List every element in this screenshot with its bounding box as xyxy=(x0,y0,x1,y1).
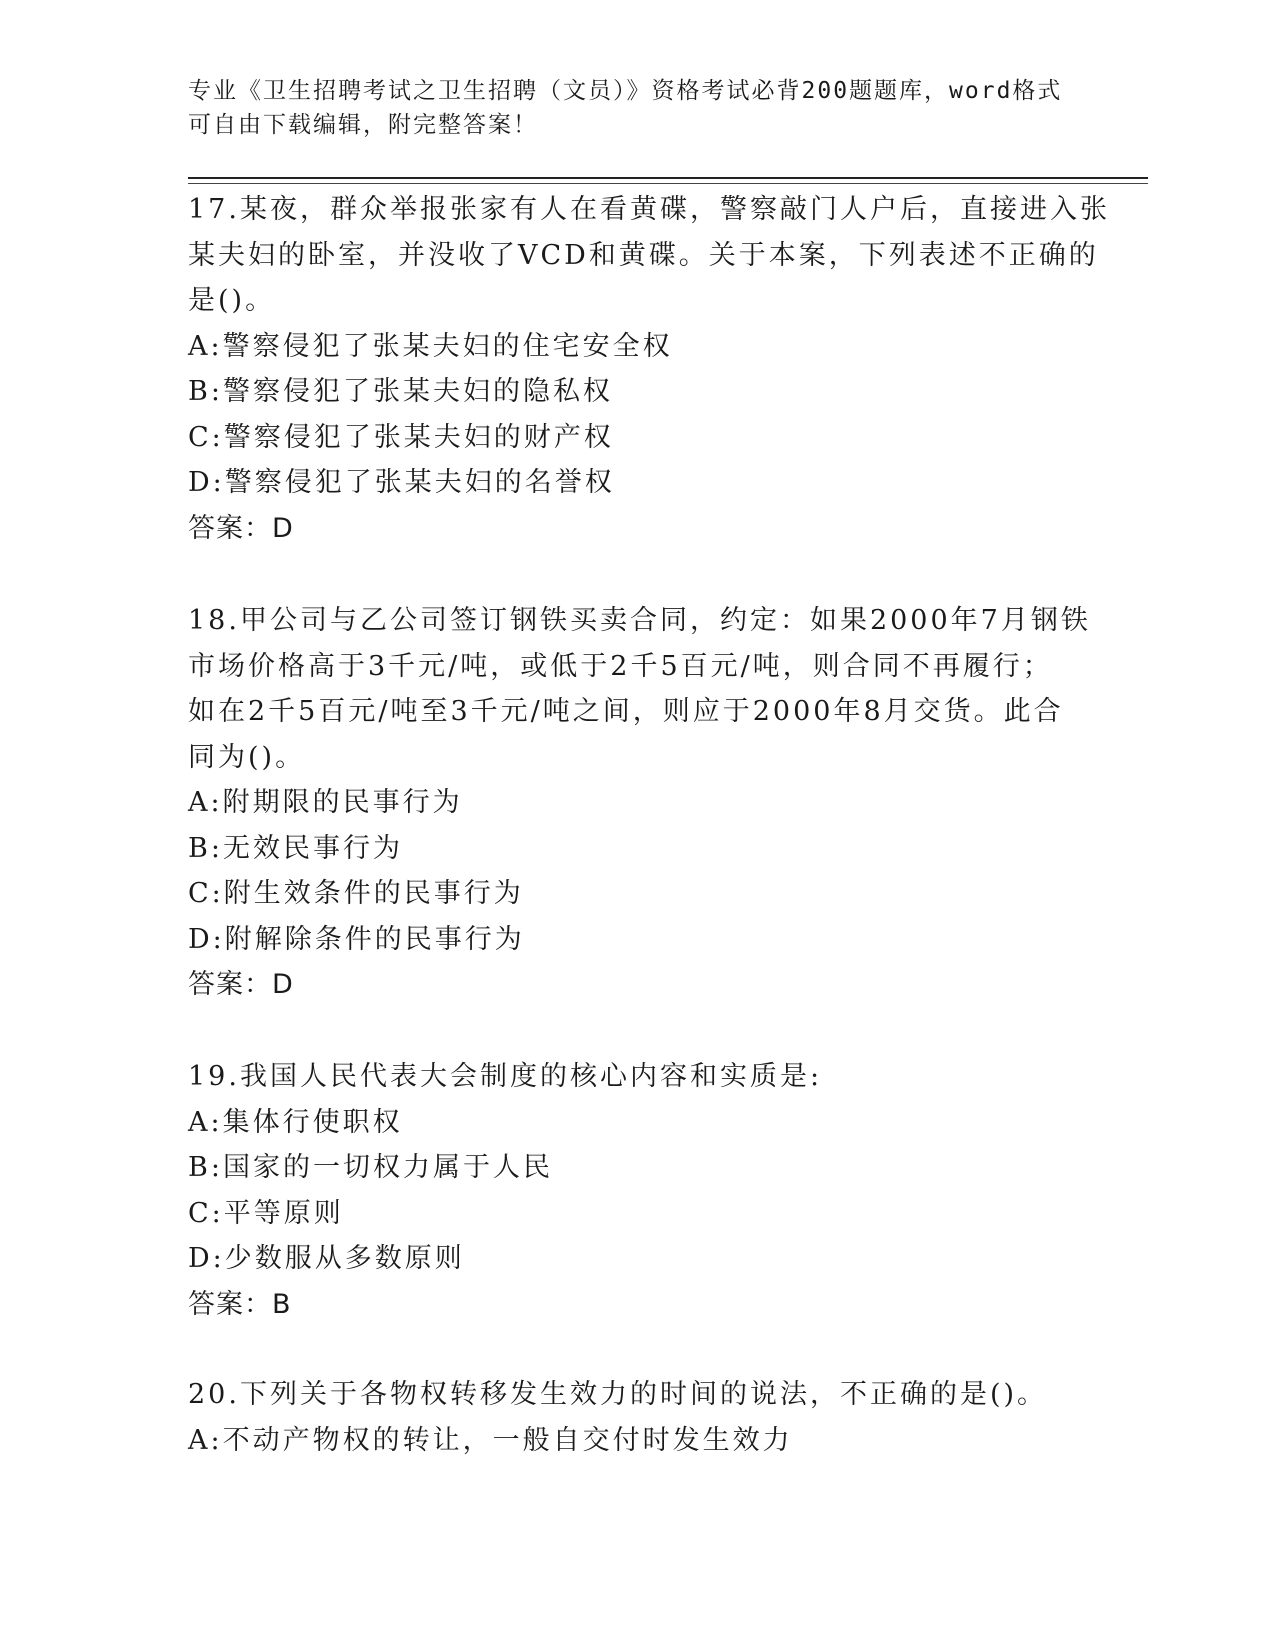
question-19-line-1: 19.我国人民代表大会制度的核心内容和实质是: xyxy=(188,1061,823,1092)
question-18-line-2: 市场价格高于3千元/吨，或低于2千5百元/吨，则合同不再履行； xyxy=(188,650,1053,682)
question-20-line-1: 20.下列关于各物权转移发生效力的时间的说法，不正确的是()。 xyxy=(188,1379,1048,1410)
question-18-line-4: 同为()。 xyxy=(188,741,306,773)
question-18-answer: 答案：D xyxy=(188,969,294,1000)
question-18 xyxy=(188,598,1091,1008)
question-18-option-d: D:附解除条件的民事行为 xyxy=(188,923,525,955)
question-17-option-d: D:警察侵犯了张某夫妇的名誉权 xyxy=(188,467,615,498)
header-divider-thick xyxy=(188,177,1148,179)
header-divider-thin xyxy=(188,183,1148,184)
question-19-option-b: B:国家的一切权力属于人民 xyxy=(188,1152,553,1183)
question-19-option-c: C:平等原则 xyxy=(188,1197,344,1229)
question-19-option-a: A:集体行使职权 xyxy=(188,1106,403,1138)
question-19 xyxy=(188,1054,1088,1327)
question-17 xyxy=(188,187,1110,551)
question-20 xyxy=(188,1372,1088,1463)
question-17-option-c: C:警察侵犯了张某夫妇的财产权 xyxy=(188,421,614,453)
question-18-line-1: 18.甲公司与乙公司签订钢铁买卖合同，约定：如果2000年7月钢铁 xyxy=(188,605,1091,636)
header-line-2: 可自由下载编辑，附完整答案！ xyxy=(188,112,538,138)
question-18-option-b: B:无效民事行为 xyxy=(188,832,403,864)
question-17-option-b: B:警察侵犯了张某夫妇的隐私权 xyxy=(188,376,613,407)
question-17-answer: 答案：D xyxy=(188,512,294,544)
question-18-option-a: A:附期限的民事行为 xyxy=(188,787,463,818)
question-19-option-d: D:少数服从多数原则 xyxy=(188,1243,465,1274)
question-18-line-3: 如在2千5百元/吨至3千元/吨之间，则应于2000年8月交货。此合 xyxy=(188,696,1064,727)
question-17-line-2: 某夫妇的卧室，并没收了VCD和黄碟。关于本案，下列表述不正确的 xyxy=(188,239,1099,271)
question-19-answer: 答案：B xyxy=(188,1288,292,1320)
question-17-line-3: 是()。 xyxy=(188,285,276,316)
question-17-option-a: A:警察侵犯了张某夫妇的住宅安全权 xyxy=(188,330,673,362)
question-18-option-c: C:附生效条件的民事行为 xyxy=(188,878,524,909)
question-20-option-a: A:不动产物权的转让，一般自交付时发生效力 xyxy=(188,1424,793,1456)
question-17-line-1: 17.某夜，群众举报张家有人在看黄碟，警察敲门人户后，直接进入张 xyxy=(188,194,1110,225)
document-header xyxy=(188,74,1088,142)
header-line-1: 专业《卫生招聘考试之卫生招聘（文员）》资格考试必背200题题库，word格式 xyxy=(188,78,1063,104)
